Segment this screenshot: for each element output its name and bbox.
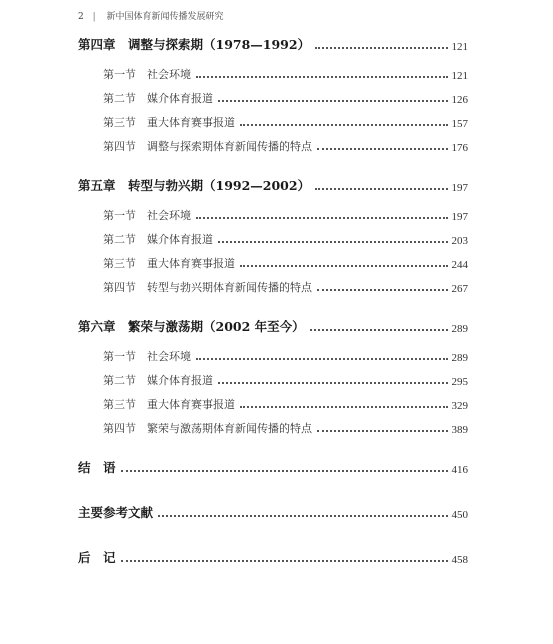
leader-dots: [121, 560, 448, 562]
toc-section-title: 社会环境: [147, 350, 191, 363]
toc-section-number: 第二节: [103, 92, 136, 105]
toc-chapter-entry[interactable]: [78, 458, 468, 476]
toc-section-title: 媒介体育报道: [147, 92, 213, 105]
leader-dots: [315, 188, 447, 190]
toc-section-title: 社会环境: [147, 68, 191, 81]
leader-dots: [196, 217, 448, 219]
running-header: [78, 9, 224, 22]
leader-dots: [310, 329, 448, 331]
toc-page-number: 197: [451, 211, 468, 223]
toc-chapter-entry[interactable]: [78, 35, 468, 53]
toc-page-number: 389: [451, 424, 468, 436]
toc-page-number: 121: [451, 41, 468, 53]
toc-section-title: 繁荣与激荡期体育新闻传播的特点: [147, 422, 312, 435]
leader-dots: [317, 430, 448, 432]
leader-dots: [240, 265, 448, 267]
toc-section-title: 重大体育赛事报道: [147, 398, 235, 411]
toc-section-entry[interactable]: [103, 253, 468, 271]
toc-chapter-title: 主要参考文献: [78, 505, 154, 520]
leader-dots: [315, 47, 447, 49]
header-book-title: 新中国体育新闻传播发展研究: [106, 12, 224, 22]
toc-section-title: 社会环境: [147, 209, 191, 222]
toc-chapter-entry[interactable]: [78, 503, 468, 521]
toc-page-number: 289: [451, 352, 468, 364]
leader-dots: [218, 100, 448, 102]
leader-dots: [317, 148, 448, 150]
toc-section-entry[interactable]: [103, 112, 468, 130]
toc-section-number: 第一节: [103, 68, 136, 81]
toc-page-number: 121: [451, 70, 468, 82]
toc-page-number: 329: [451, 400, 468, 412]
toc-chapter-title: 第五章 转型与勃兴期（1992—2002）: [78, 178, 311, 193]
leader-dots: [196, 76, 448, 78]
toc-chapter-title: 第四章 调整与探索期（1978—1992）: [78, 37, 311, 52]
toc-section-number: 第二节: [103, 374, 136, 387]
leader-dots: [240, 124, 448, 126]
toc-chapter-entry[interactable]: [78, 317, 468, 335]
toc-page-number: 244: [451, 259, 468, 271]
toc-section-number: 第二节: [103, 233, 136, 246]
toc-section-entry[interactable]: [103, 136, 468, 154]
toc-section-title: 媒介体育报道: [147, 374, 213, 387]
toc-section-number: 第四节: [103, 140, 136, 153]
leader-dots: [121, 470, 448, 472]
toc-section-number: 第三节: [103, 257, 136, 270]
toc-section-entry[interactable]: [103, 88, 468, 106]
toc-section-entry[interactable]: [103, 229, 468, 247]
toc-section-title: 媒介体育报道: [147, 233, 213, 246]
toc-chapter-title: 第六章 繁荣与激荡期（2002 年至今）: [78, 319, 305, 334]
toc-section-title: 重大体育赛事报道: [147, 116, 235, 129]
toc-section-number: 第四节: [103, 281, 136, 294]
toc-page-number: 197: [451, 182, 468, 194]
toc-page-number: 416: [451, 464, 468, 476]
leader-dots: [158, 515, 447, 517]
toc-section-entry[interactable]: [103, 64, 468, 82]
leader-dots: [196, 358, 448, 360]
toc-section-number: 第一节: [103, 350, 136, 363]
toc-section-entry[interactable]: [103, 346, 468, 364]
leader-dots: [218, 241, 448, 243]
toc-chapter-entry[interactable]: [78, 548, 468, 566]
toc-page-number: 203: [451, 235, 468, 247]
toc-chapter-entry[interactable]: [78, 176, 468, 194]
toc-section-entry[interactable]: [103, 394, 468, 412]
toc-section-title: 调整与探索期体育新闻传播的特点: [147, 140, 312, 153]
toc-section-title: 转型与勃兴期体育新闻传播的特点: [147, 281, 312, 294]
header-page-number: 2: [78, 12, 84, 22]
toc-page-number: 458: [451, 554, 468, 566]
toc-section-entry[interactable]: [103, 370, 468, 388]
toc-section-entry[interactable]: [103, 205, 468, 223]
toc-section-title: 重大体育赛事报道: [147, 257, 235, 270]
toc-page-number: 157: [451, 118, 468, 130]
toc-page-number: 176: [451, 142, 468, 154]
toc-page-number: 289: [451, 323, 468, 335]
toc-page-number: 450: [451, 509, 468, 521]
toc-section-number: 第三节: [103, 398, 136, 411]
toc-chapter-title: 结 语: [78, 460, 116, 475]
toc-chapter-title: 后 记: [78, 550, 116, 565]
toc-section-entry[interactable]: [103, 277, 468, 295]
toc-page-number: 267: [451, 283, 468, 295]
toc-section-entry[interactable]: [103, 418, 468, 436]
header-separator: |: [92, 12, 96, 22]
toc-page-number: 295: [451, 376, 468, 388]
toc-section-number: 第一节: [103, 209, 136, 222]
leader-dots: [317, 289, 448, 291]
toc-section-number: 第三节: [103, 116, 136, 129]
leader-dots: [240, 406, 448, 408]
leader-dots: [218, 382, 448, 384]
toc-section-number: 第四节: [103, 422, 136, 435]
toc-page-number: 126: [451, 94, 468, 106]
